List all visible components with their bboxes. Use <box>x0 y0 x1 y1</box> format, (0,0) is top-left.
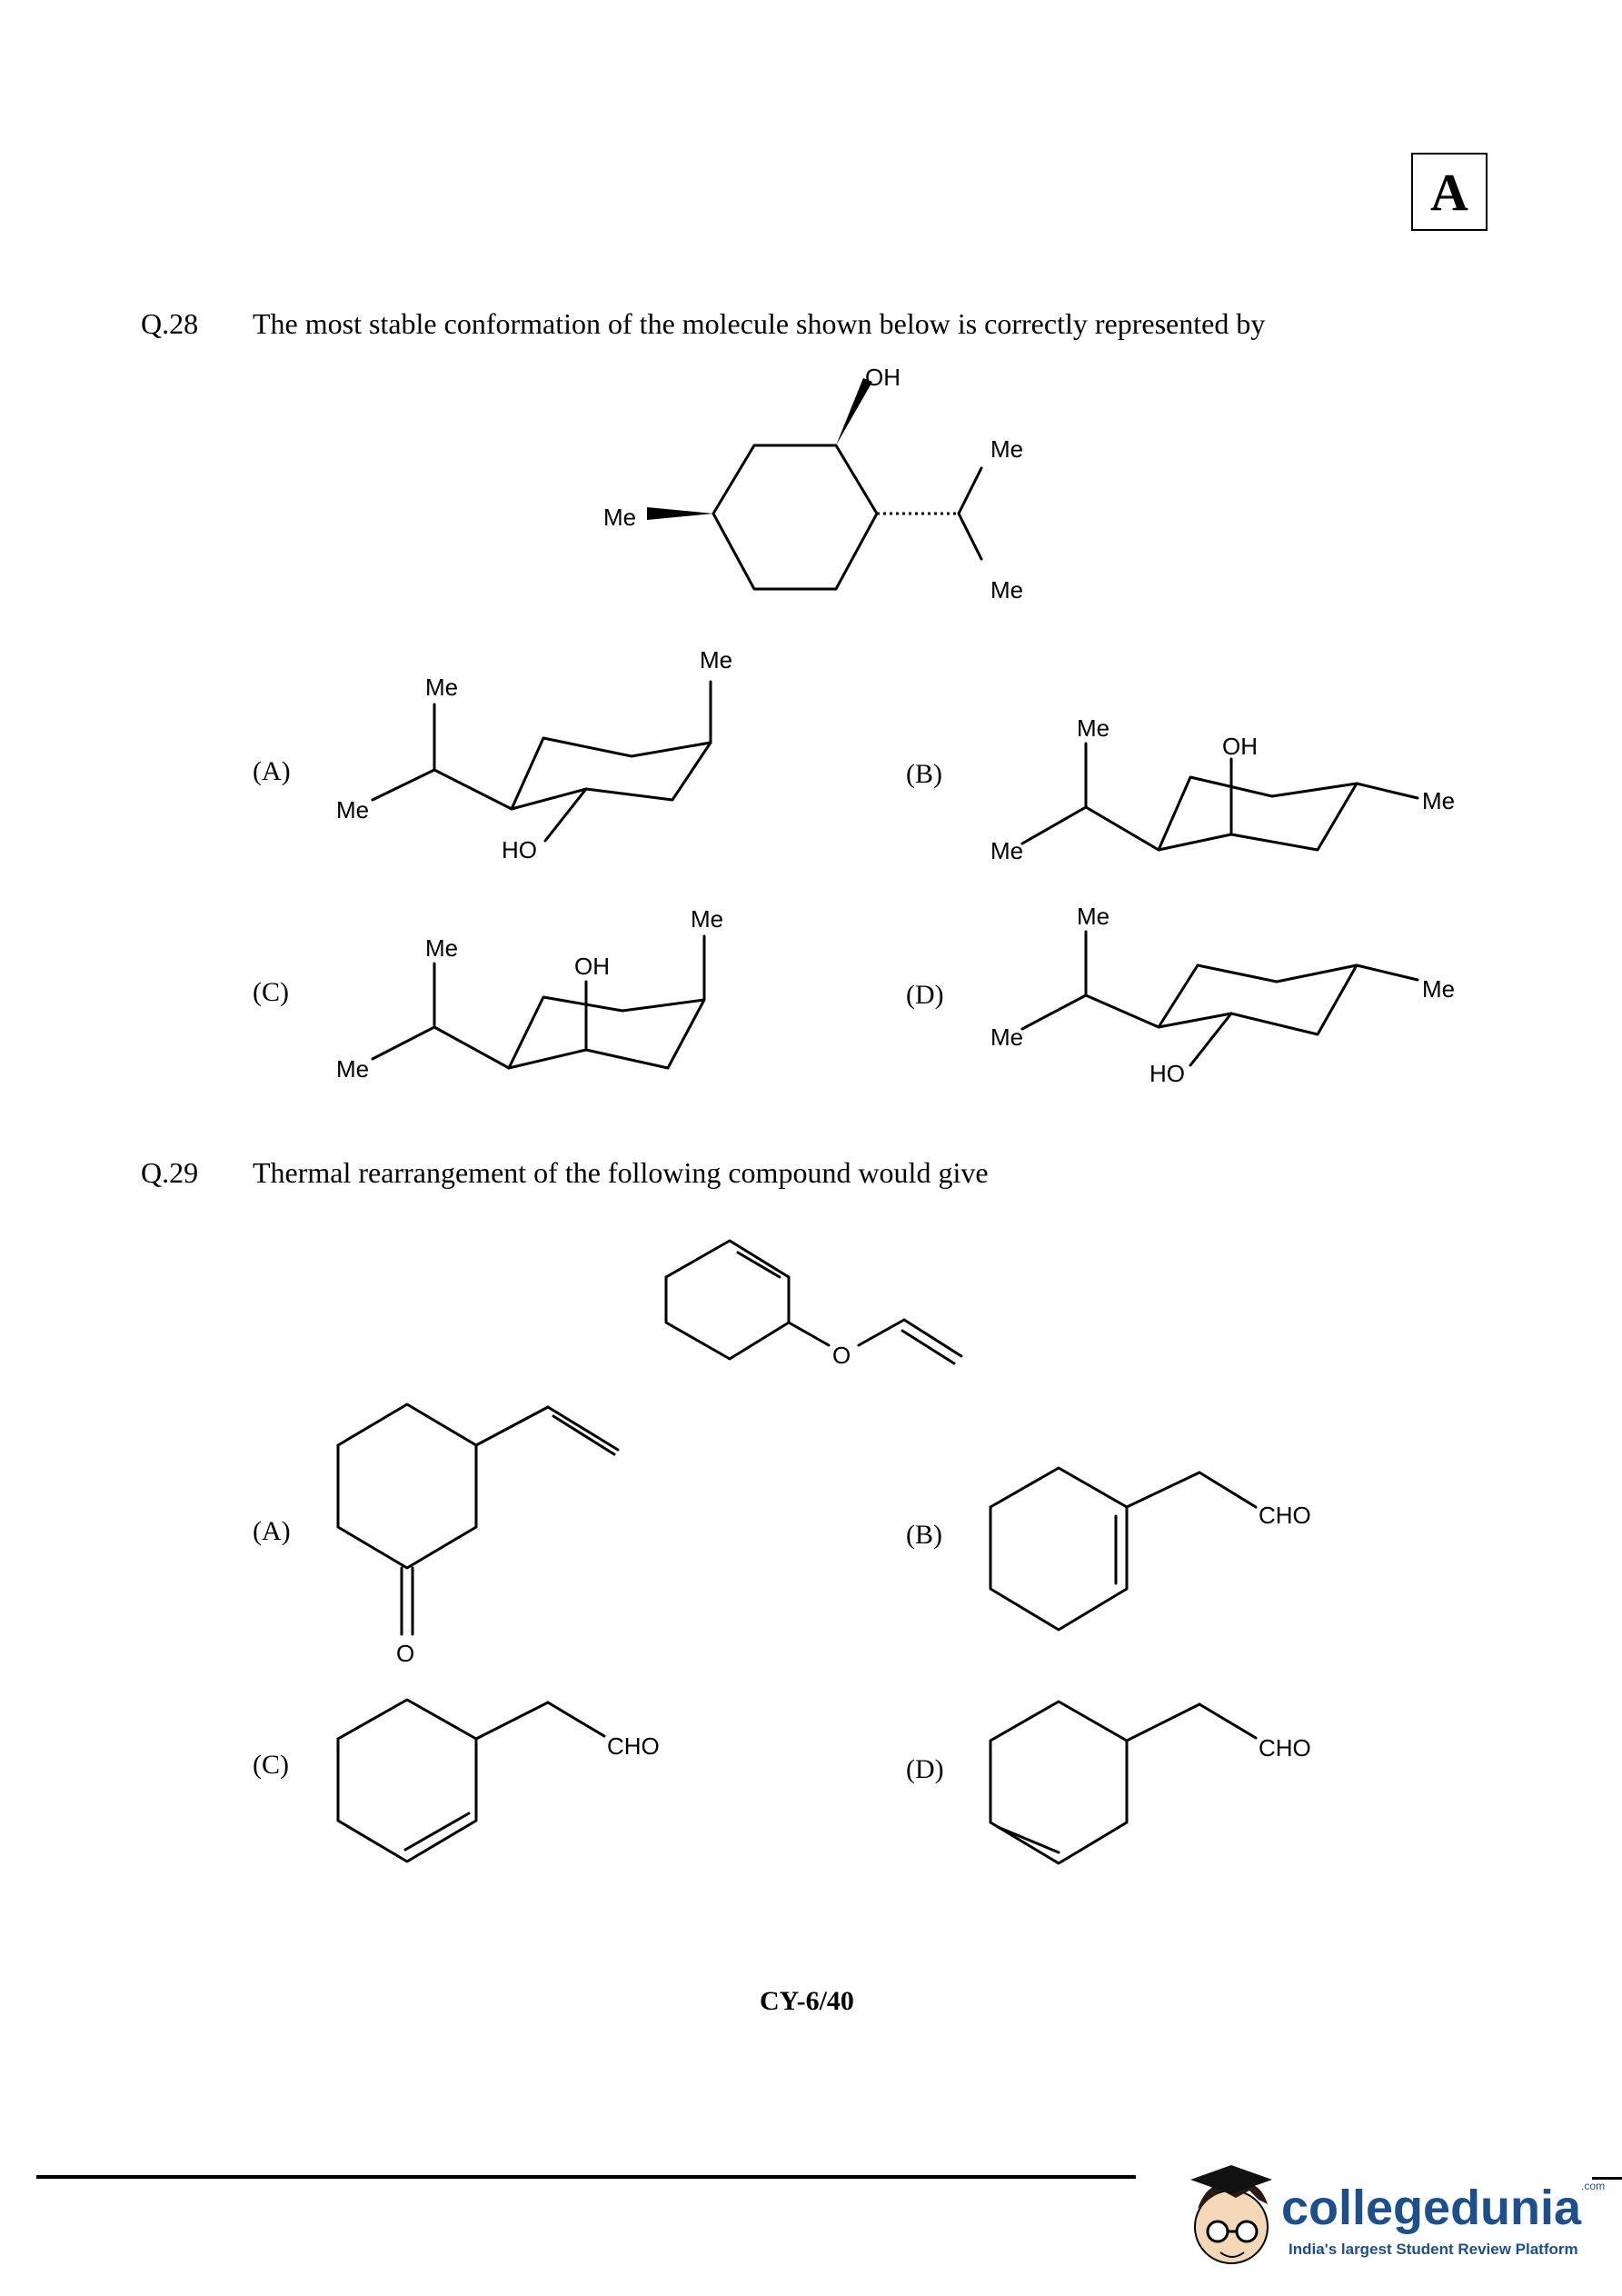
q28-option-c-structure <box>336 905 723 1083</box>
q28-number: Q.28 <box>141 307 199 340</box>
q29-option-b-label[interactable]: (B) <box>906 1520 942 1550</box>
q29-number: Q.29 <box>141 1156 199 1189</box>
q28-option-a-label[interactable]: (A) <box>253 756 291 786</box>
q28-d-me-iso-left: Me <box>990 1023 1024 1051</box>
q29-d-cho: CHO <box>1259 1734 1311 1762</box>
q29-option-c-label[interactable]: (C) <box>253 1750 289 1780</box>
q28-molecule <box>603 364 1023 604</box>
q28-a-me-top: Me <box>700 646 733 674</box>
q28-me-bottom-label: Me <box>990 576 1024 604</box>
q29-question-text: Thermal rearrangement of the following compound would give <box>253 1156 989 1189</box>
q28-option-a-structure <box>336 646 732 863</box>
q28-d-me-iso-top: Me <box>1077 903 1110 930</box>
q28-a-me-iso-top: Me <box>425 674 459 701</box>
q29-option-a-label[interactable]: (A) <box>253 1516 291 1546</box>
q29-option-d-label[interactable]: (D) <box>906 1754 944 1784</box>
q28-c-me-iso-top: Me <box>425 934 459 962</box>
q29-option-a-structure <box>338 1404 618 1667</box>
q28-d-ho: HO <box>1149 1060 1185 1087</box>
brand-name: collegedunia <box>1281 2181 1582 2235</box>
q28-b-me-iso-left: Me <box>990 837 1024 864</box>
q28-option-d-structure <box>990 903 1455 1087</box>
bottom-rule <box>36 2175 1136 2179</box>
q28-question-text: The most stable conformation of the molecule shown below is correctly represented by <box>253 307 1266 340</box>
brand-domain-suffix: .com <box>1581 2180 1606 2192</box>
q28-b-me-iso-top: Me <box>1077 714 1110 742</box>
q28-d-me-right: Me <box>1422 975 1456 1003</box>
q28-me-top-label: Me <box>990 435 1024 463</box>
q28-b-me-right: Me <box>1422 787 1456 814</box>
q29-b-cho: CHO <box>1259 1502 1311 1529</box>
q28-option-b-label[interactable]: (B) <box>906 759 942 789</box>
q29-option-d-structure <box>990 1702 1311 1863</box>
q29-option-c-structure <box>338 1700 660 1862</box>
q29-o-label: O <box>832 1342 851 1369</box>
q29-c-cho: CHO <box>607 1732 660 1760</box>
q28-option-d-label[interactable]: (D) <box>906 980 944 1010</box>
collegedunia-logo-text <box>1281 2180 1605 2236</box>
q28-c-me-top: Me <box>691 905 724 933</box>
q29-option-b-structure <box>990 1468 1311 1630</box>
version-code: A <box>1430 162 1468 222</box>
q28-b-oh: OH <box>1222 733 1258 760</box>
q28-a-me-iso-left: Me <box>336 796 370 824</box>
q28-option-c-label[interactable]: (C) <box>253 977 289 1007</box>
collegedunia-mascot-icon <box>1190 2165 1272 2263</box>
collegedunia-tagline: India's largest Student Review Platform <box>1289 2241 1578 2258</box>
q28-option-b-structure <box>990 714 1455 864</box>
q28-oh-label: OH <box>865 364 901 391</box>
q28-me-left-label: Me <box>603 504 637 531</box>
q29-a-o: O <box>396 1640 415 1667</box>
q28-c-me-iso-left: Me <box>336 1055 370 1083</box>
page-code: CY-6/40 <box>760 1986 854 2016</box>
q28-c-oh: OH <box>574 953 610 980</box>
q29-molecule <box>666 1241 961 1369</box>
q28-a-ho: HO <box>502 836 537 863</box>
